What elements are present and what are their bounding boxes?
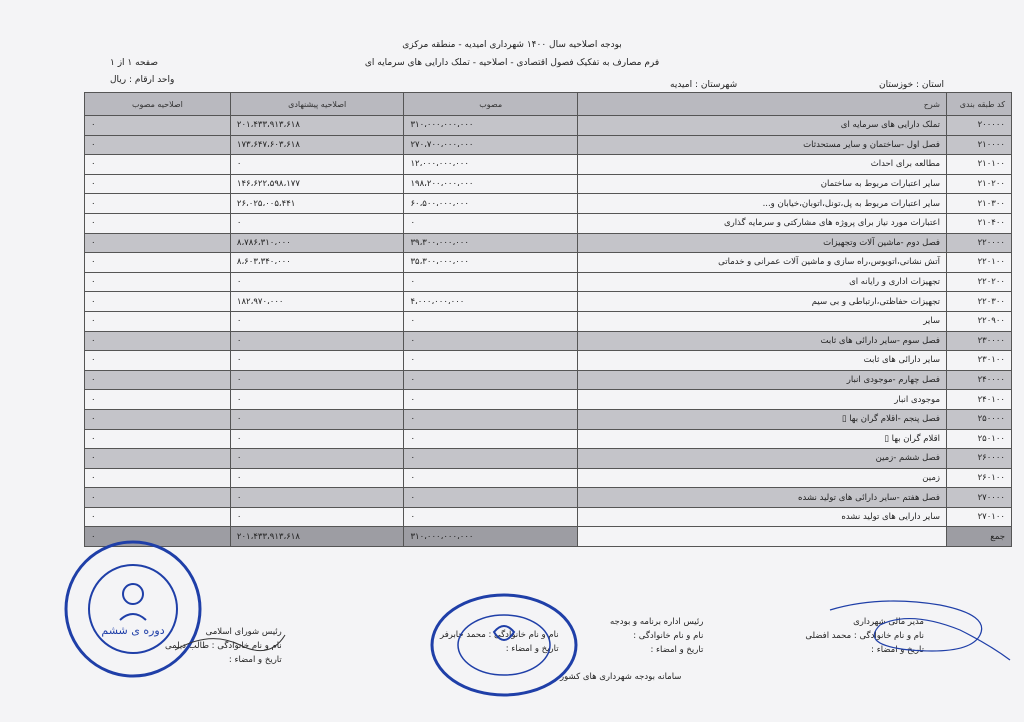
- cell-proposed: ۰: [230, 331, 404, 351]
- table-row: [85, 213, 1012, 233]
- page-info: صفحه ۱ از ۱: [110, 58, 158, 68]
- column-header-approved: مصوب: [404, 93, 578, 116]
- table-row: [85, 155, 1012, 175]
- table-row: [85, 409, 1012, 429]
- cell-description: سایر دارایی های تولید نشده: [578, 507, 947, 527]
- cell-description: فصل سوم -سایر دارائی های ثابت: [578, 331, 947, 351]
- city-label: شهرستان : امیدیه: [670, 80, 738, 90]
- cell-description: سایر دارائی های ثابت: [578, 351, 947, 371]
- cell-final: ۰: [85, 272, 231, 292]
- cell-proposed: ۰: [230, 429, 404, 449]
- cell-approved: ۳۵،۳۰۰،۰۰۰،۰۰۰: [404, 253, 578, 273]
- signature-planning: [610, 615, 703, 657]
- cell-proposed: ۰: [230, 409, 404, 429]
- table-row: [85, 174, 1012, 194]
- cell-description: موجودی انبار: [578, 390, 947, 410]
- cell-description: فصل اول -ساختمان و سایر مستحدثات: [578, 135, 947, 155]
- table-row: [85, 429, 1012, 449]
- cell-description: تجهیزات حفاظتی،ارتباطی و بی سیم: [578, 292, 947, 312]
- cell-approved: ۳۹،۳۰۰،۰۰۰،۰۰۰: [404, 233, 578, 253]
- cell-code: ۲۶۰۰۰۰: [947, 449, 1012, 469]
- table-row: [85, 390, 1012, 410]
- cell-approved: ۰: [404, 449, 578, 469]
- cell-approved: ۶۰،۵۰۰،۰۰۰،۰۰۰: [404, 194, 578, 214]
- cell-final: ۰: [85, 116, 231, 136]
- cell-final: ۰: [85, 253, 231, 273]
- cell-total-label: جمع: [947, 527, 1012, 547]
- cell-approved: ۰: [404, 429, 578, 449]
- cell-final: ۰: [85, 233, 231, 253]
- column-header-description: شرح: [578, 93, 947, 116]
- cell-code: ۲۱۰۳۰۰: [947, 194, 1012, 214]
- cell-description: تملک دارایی های سرمایه ای: [578, 116, 947, 136]
- name-label: نام و نام خانوادگی :: [211, 641, 282, 651]
- cell-code: ۲۴۰۱۰۰: [947, 390, 1012, 410]
- date-label: تاریخ و امضاء :: [650, 645, 704, 655]
- cell-description: مطالعه برای احداث: [578, 155, 947, 175]
- cell-proposed: ۰: [230, 351, 404, 371]
- svg-text:دوره ی ششم: دوره ی ششم: [101, 624, 165, 637]
- table-row: [85, 253, 1012, 273]
- table-row: [85, 488, 1012, 508]
- document-title: بودجه اصلاحیه سال ۱۴۰۰ شهرداری امیدیه - منطقه مرکزی: [402, 40, 622, 50]
- province-label: استان : خوزستان: [878, 80, 944, 90]
- cell-final: ۰: [85, 468, 231, 488]
- cell-approved: ۱۲،۰۰۰،۰۰۰،۰۰۰: [404, 155, 578, 175]
- table-row: [85, 233, 1012, 253]
- table-row: [85, 194, 1012, 214]
- cell-approved: ۰: [404, 351, 578, 371]
- cell-code: ۲۲۰۲۰۰: [947, 272, 1012, 292]
- cell-proposed: ۰: [230, 390, 404, 410]
- table-header-row: [85, 93, 1012, 116]
- column-header-final: اصلاحیه مصوب: [85, 93, 231, 116]
- cell-approved: ۰: [404, 213, 578, 233]
- cell-total-final: ۰: [85, 527, 231, 547]
- cell-description: اقلام گران بها ▯: [578, 429, 947, 449]
- cell-code: ۲۱۰۴۰۰: [947, 213, 1012, 233]
- cell-final: ۰: [85, 507, 231, 527]
- cell-proposed: ۰: [230, 155, 404, 175]
- table-row: [85, 311, 1012, 331]
- cell-final: ۰: [85, 155, 231, 175]
- name-label: نام و نام خانوادگی :: [853, 631, 924, 641]
- cell-code: ۲۱۰۲۰۰: [947, 174, 1012, 194]
- cell-code: ۲۴۰۰۰۰: [947, 370, 1012, 390]
- cell-proposed: ۰: [230, 370, 404, 390]
- column-header-proposed: اصلاحیه پیشنهادی: [230, 93, 404, 116]
- cell-proposed: ۰: [230, 213, 404, 233]
- cell-final: ۰: [85, 331, 231, 351]
- cell-total-proposed: ۲۰۱،۴۳۳،۹۱۳،۶۱۸: [230, 527, 404, 547]
- signature-title: رئیس شورای اسلامی: [205, 627, 282, 637]
- cell-description: فصل هفتم -سایر دارائی های تولید نشده: [578, 488, 947, 508]
- cell-approved: ۰: [404, 468, 578, 488]
- cell-final: ۰: [85, 213, 231, 233]
- cell-final: ۰: [85, 351, 231, 371]
- cell-description: اعتبارات مورد نیاز برای پروژه های مشارکتی و سرمایه گذاری: [578, 213, 947, 233]
- cell-approved: ۰: [404, 272, 578, 292]
- table-row: [85, 292, 1012, 312]
- signature-council: [165, 625, 282, 667]
- cell-code: ۲۵۰۰۰۰: [947, 409, 1012, 429]
- cell-code: ۲۱۰۰۰۰: [947, 135, 1012, 155]
- cell-description: فصل ششم -زمین: [578, 449, 947, 469]
- cell-code: ۲۲۰۹۰۰: [947, 311, 1012, 331]
- date-label: تاریخ و امضاء :: [228, 655, 282, 665]
- cell-code: ۲۲۰۰۰۰: [947, 233, 1012, 253]
- table-total-row: [85, 527, 1012, 547]
- cell-proposed: ۰: [230, 488, 404, 508]
- system-footer: سامانه بودجه شهرداری های کشور: [560, 672, 682, 682]
- cell-total-empty: [578, 527, 947, 547]
- signer-name: محمد افضلی: [805, 631, 852, 641]
- cell-approved: ۲۷۰،۷۰۰،۰۰۰،۰۰۰: [404, 135, 578, 155]
- cell-approved: ۰: [404, 390, 578, 410]
- cell-proposed: ۲۶،۰۲۵،۰۰۵،۴۴۱: [230, 194, 404, 214]
- cell-description: فصل چهارم -موجودی انبار: [578, 370, 947, 390]
- cell-code: ۲۰۰۰۰۰: [947, 116, 1012, 136]
- cell-code: ۲۳۰۱۰۰: [947, 351, 1012, 371]
- cell-code: ۲۱۰۱۰۰: [947, 155, 1012, 175]
- cell-approved: ۰: [404, 507, 578, 527]
- cell-proposed: ۸،۷۸۶،۳۱۰،۰۰۰: [230, 233, 404, 253]
- cell-final: ۰: [85, 370, 231, 390]
- signature-title: مدیر مالی شهرداری: [853, 617, 924, 627]
- cell-proposed: ۱۸۲،۹۷۰،۰۰۰: [230, 292, 404, 312]
- cell-final: ۰: [85, 488, 231, 508]
- signer-name: محمد جابرفر: [440, 630, 486, 640]
- cell-final: ۰: [85, 409, 231, 429]
- table-row: [85, 468, 1012, 488]
- cell-final: ۰: [85, 135, 231, 155]
- cell-approved: ۰: [404, 311, 578, 331]
- cell-description: آتش نشانی،اتوبوس،راه سازی و ماشین آلات عمرانی و خدماتی: [578, 253, 947, 273]
- cell-approved: ۰: [404, 409, 578, 429]
- cell-code: ۲۶۰۱۰۰: [947, 468, 1012, 488]
- cell-final: ۰: [85, 194, 231, 214]
- cell-final: ۰: [85, 449, 231, 469]
- table-row: [85, 370, 1012, 390]
- cell-description: فصل دوم -ماشین آلات وتجهیزات: [578, 233, 947, 253]
- cell-approved: ۳۱۰،۰۰۰،۰۰۰،۰۰۰: [404, 116, 578, 136]
- signature-title: رئیس اداره برنامه و بودجه: [610, 617, 704, 627]
- table-row: [85, 272, 1012, 292]
- column-header-code: کد طبقه بندی: [947, 93, 1012, 116]
- cell-code: ۲۵۰۱۰۰: [947, 429, 1012, 449]
- cell-final: ۰: [85, 292, 231, 312]
- table-row: [85, 351, 1012, 371]
- cell-proposed: ۲۰۱،۴۳۳،۹۱۳،۶۱۸: [230, 116, 404, 136]
- name-label: نام و نام خانوادگی :: [488, 630, 559, 640]
- cell-approved: ۱۹۸،۲۰۰،۰۰۰،۰۰۰: [404, 174, 578, 194]
- cell-description: سایر اعتبارات مربوط به پل،تونل،اتوبان،خیابان و...: [578, 194, 947, 214]
- signer-name: طالب دیلمی: [165, 641, 209, 651]
- cell-proposed: ۰: [230, 449, 404, 469]
- table-row: [85, 507, 1012, 527]
- cell-code: ۲۲۰۳۰۰: [947, 292, 1012, 312]
- budget-table: [84, 92, 1012, 547]
- cell-approved: ۰: [404, 488, 578, 508]
- cell-description: تجهیزات اداری و رایانه ای: [578, 272, 947, 292]
- cell-description: سایر: [578, 311, 947, 331]
- cell-total-approved: ۳۱۰،۰۰۰،۰۰۰،۰۰۰: [404, 527, 578, 547]
- cell-proposed: ۰: [230, 507, 404, 527]
- cell-proposed: ۰: [230, 468, 404, 488]
- cell-code: ۲۷۰۱۰۰: [947, 507, 1012, 527]
- cell-code: ۲۳۰۰۰۰: [947, 331, 1012, 351]
- cell-final: ۰: [85, 390, 231, 410]
- cell-approved: ۴،۰۰۰،۰۰۰،۰۰۰: [404, 292, 578, 312]
- date-label: تاریخ و امضاء :: [505, 644, 559, 654]
- cell-final: ۰: [85, 311, 231, 331]
- cell-description: زمین: [578, 468, 947, 488]
- table-row: [85, 135, 1012, 155]
- cell-proposed: ۸،۶۰۳،۳۴۰،۰۰۰: [230, 253, 404, 273]
- name-label: نام و نام خانوادگی :: [633, 631, 704, 641]
- signature-finance: [805, 615, 924, 657]
- cell-proposed: ۱۷۳،۶۴۷،۶۰۳،۶۱۸: [230, 135, 404, 155]
- cell-final: ۰: [85, 429, 231, 449]
- date-label: تاریخ و امضاء :: [871, 645, 924, 655]
- cell-code: ۲۷۰۰۰۰: [947, 488, 1012, 508]
- cell-proposed: ۰: [230, 272, 404, 292]
- unit-label: واحد ارقام : ریال: [110, 75, 175, 85]
- signature-mayor: [440, 628, 559, 656]
- cell-code: ۲۲۰۱۰۰: [947, 253, 1012, 273]
- document-subtitle: فرم مصارف به تفکیک فصول اقتصادی - اصلاحیه - تملک دارایی های سرمایه ای: [364, 58, 660, 68]
- cell-description: سایر اعتبارات مربوط به ساختمان: [578, 174, 947, 194]
- cell-approved: ۰: [404, 331, 578, 351]
- table-row: [85, 116, 1012, 136]
- cell-description: فصل پنجم -اقلام گران بها ▯: [578, 409, 947, 429]
- cell-final: ۰: [85, 174, 231, 194]
- cell-approved: ۰: [404, 370, 578, 390]
- cell-proposed: ۱۴۶،۶۲۲،۵۹۸،۱۷۷: [230, 174, 404, 194]
- table-row: [85, 331, 1012, 351]
- cell-proposed: ۰: [230, 311, 404, 331]
- table-row: [85, 449, 1012, 469]
